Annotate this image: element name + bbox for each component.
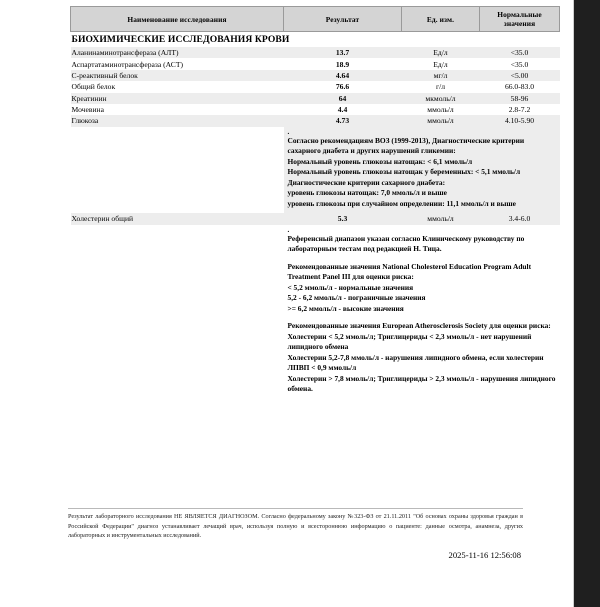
cholesterol-note <box>284 225 560 399</box>
footer-divider <box>68 508 523 509</box>
cholesterol-note-row <box>71 225 560 399</box>
row-unit: ммоль/л <box>402 115 480 126</box>
row-result: 64 <box>284 93 402 104</box>
table-row <box>71 58 560 69</box>
table-row <box>71 93 560 104</box>
row-name: Аланинаминотрансфераза (АЛТ) <box>71 47 284 58</box>
column-header-result: Результат <box>284 7 402 32</box>
report-timestamp: 2025-11-16 12:56:08 <box>448 549 521 560</box>
note-spacer <box>288 255 556 262</box>
row-unit: ммоль/л <box>402 213 480 224</box>
row-name: Глюкоза <box>71 115 284 126</box>
row-name: Аспартатаминотрансфераза (АСТ) <box>71 58 284 69</box>
note-line: Холестерин > 7,8 ммоль/л; Триглицериды > 2,3 ммоль/л - нарушения липидного обмена. <box>287 373 556 394</box>
row-name: Общий белок <box>71 81 284 92</box>
row-norm: <35.0 <box>480 58 560 69</box>
note-line: Диагностические критерии сахарного диабета: <box>287 177 446 187</box>
row-unit: ммоль/л <box>402 104 480 115</box>
legal-disclaimer: Результат лабораторного исследования НЕ ЯВЛЯЕТСЯ ДИАГНОЗОМ. Согласно федеральному закону №323-ФЗ от 21.11.2011 "Об основах охраны здоровья граждан в Российской Федерации" диагноз устанавливает лечащий врач, используя полную и всестороннюю информацию о пациенте: данные осмотра, анамнеза, других лабораторных и инструментальных исследований. <box>68 513 523 540</box>
section-title-row <box>71 32 560 48</box>
note-line: Холестерин < 5,2 ммоль/л; Триглицериды < 2,3 ммоль/л - нет нарушений липидного обмена <box>287 331 532 352</box>
table-header-row <box>71 7 560 32</box>
glucose-note-row <box>71 127 560 214</box>
row-name: Холестерин общий <box>71 213 284 224</box>
note-line: < 5,2 ммоль/л - нормальные значения <box>287 282 414 292</box>
right-gutter <box>574 0 600 607</box>
note-line: уровень глюкозы натощак: 7,0 ммоль/л и выше <box>287 188 447 198</box>
row-norm: 2.8-7.2 <box>480 104 560 115</box>
row-result: 18.9 <box>284 58 402 69</box>
note-line: Рекомендованные значения European Atherosclerosis Society для оценки риска: <box>287 321 551 331</box>
note-bullet: . <box>287 225 290 234</box>
row-norm: 58-96 <box>480 93 560 104</box>
glucose-note <box>284 127 560 214</box>
column-header-name: Наименование исследования <box>71 7 284 32</box>
row-name: С-реактивный белок <box>71 70 284 81</box>
row-name: Мочевина <box>71 104 284 115</box>
row-unit: мкмоль/л <box>402 93 480 104</box>
row-result: 5.3 <box>284 213 402 224</box>
section-title: БИОХИМИЧЕСКИЕ ИССЛЕДОВАНИЯ КРОВИ <box>71 32 560 48</box>
row-unit: Ед/л <box>402 58 480 69</box>
table-header <box>71 7 560 32</box>
table-row <box>71 81 560 92</box>
cholesterol-note-cell <box>284 225 560 399</box>
row-result: 76.6 <box>284 81 402 92</box>
row-norm: <35.0 <box>480 47 560 58</box>
row-unit: мг/л <box>402 70 480 81</box>
glucose-note-cell <box>284 127 560 214</box>
row-result: 4.73 <box>284 115 402 126</box>
row-result: 13.7 <box>284 47 402 58</box>
table-body <box>71 32 560 399</box>
table-row <box>71 47 560 58</box>
row-unit: Ед/л <box>402 47 480 58</box>
lab-results-table <box>70 6 560 399</box>
note-gutter <box>71 127 284 214</box>
note-line: 5,2 - 6,2 ммоль/л - пограничные значения <box>287 293 426 303</box>
footer <box>68 512 523 560</box>
row-norm: <5.00 <box>480 70 560 81</box>
row-norm: 4.10-5.90 <box>480 115 560 126</box>
note-line: >= 6,2 ммоль/л - высокие значения <box>287 303 404 313</box>
row-norm: 66.0-83.0 <box>480 81 560 92</box>
note-bullet: . <box>287 127 290 136</box>
table-row <box>71 70 560 81</box>
table-row <box>71 115 560 126</box>
row-norm: 3.4-6.0 <box>480 213 560 224</box>
row-result: 4.64 <box>284 70 402 81</box>
column-header-unit: Ед. изм. <box>402 7 480 32</box>
note-line: Рекомендованные значения National Cholesterol Education Program Adult Treatment Panel III для оценки риска: <box>287 261 532 282</box>
note-spacer <box>288 314 556 321</box>
row-result: 4.4 <box>284 104 402 115</box>
note-line: уровень глюкозы при случайном определении: 11,1 ммоль/л и выше <box>287 198 516 208</box>
note-gutter <box>71 225 284 399</box>
note-line: Нормальный уровень глюкозы натощак: < 6,1 ммоль/л <box>287 156 473 166</box>
row-unit: г/л <box>402 81 480 92</box>
note-line: Холестерин 5,2-7,8 ммоль/л - нарушения липидного обмена, если холестерин ЛПВП < 0,9 ммоль/л <box>287 352 544 373</box>
table-row <box>71 213 560 224</box>
note-line: Нормальный уровень глюкозы натощак у беременных: < 5,1 ммоль/л <box>287 167 521 177</box>
note-line: Референсный диапазон указан согласно Клиническому руководству по лабораторным тестам под редакцией Н. Тица. <box>287 233 525 254</box>
table-row <box>71 104 560 115</box>
note-line: Согласно рекомендациям ВОЗ (1999-2013), Диагностические критерии сахарного диабета и других нарушений гликемии: <box>287 135 525 156</box>
row-name: Креатинин <box>71 93 284 104</box>
column-header-norm: Нормальные значения <box>480 7 560 32</box>
